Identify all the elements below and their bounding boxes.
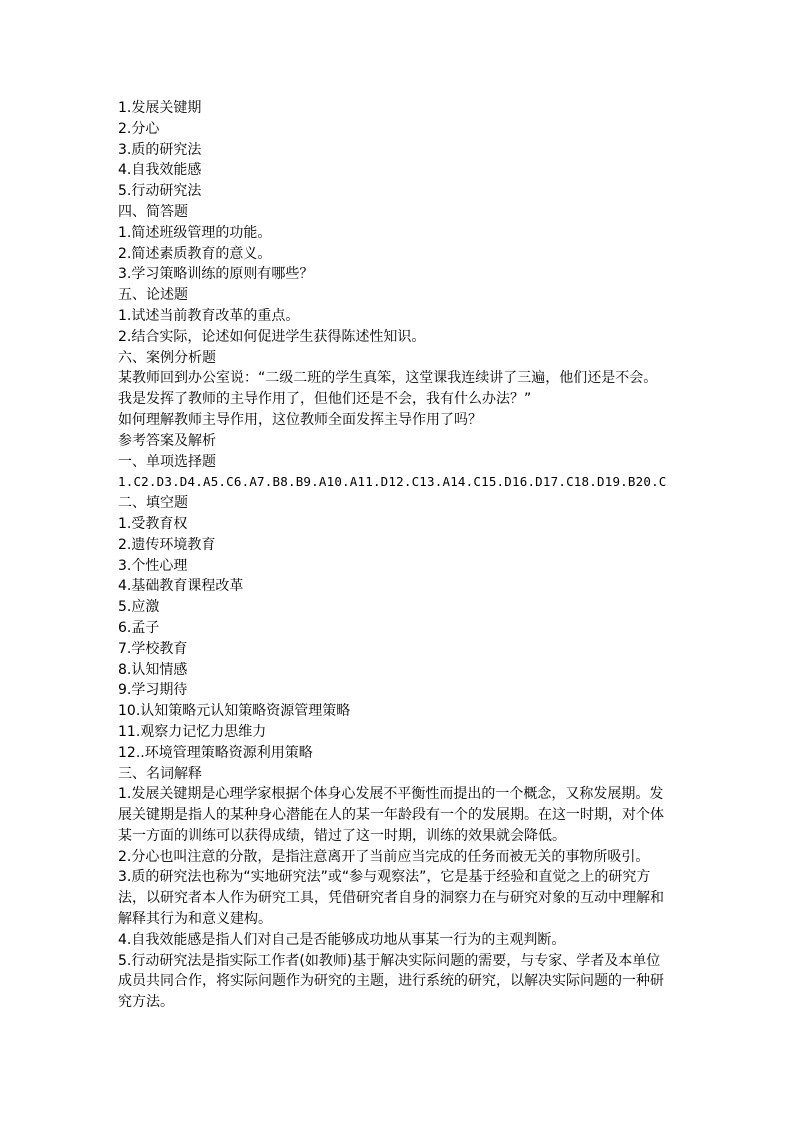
list-item	[118, 722, 688, 743]
list-item	[118, 327, 688, 348]
text-line: 六、案例分析题	[118, 349, 216, 366]
text-line: 1.受教育权	[118, 515, 188, 532]
text-line: 展关键期是指人的某种身心潜能在人的某一年龄段有一个的发展期。在这一时期，对个体	[118, 807, 664, 824]
list-item	[118, 597, 688, 618]
text-line: 法，以研究者本人作为研究工具，凭借研究者自身的洞察力在与研究对象的互动中理解和	[118, 890, 664, 907]
text-line: 解释其行为和意义建构。	[118, 911, 272, 928]
list-item	[118, 119, 688, 140]
text-line: 1.发展关键期	[118, 100, 202, 116]
text-line: 2.遗传环境教育	[118, 536, 216, 553]
paragraph	[118, 784, 688, 846]
list-item	[118, 660, 688, 681]
list-item	[118, 264, 688, 285]
list-item	[118, 680, 688, 701]
list-item	[118, 181, 688, 202]
list-item	[118, 140, 688, 161]
text-line: 3.个性心理	[118, 557, 188, 574]
text-line: 二、填空题	[118, 495, 188, 512]
section-heading	[118, 431, 688, 452]
text-line: 4.自我效能感	[118, 162, 202, 179]
paragraph	[118, 847, 688, 868]
text-line: 5.应激	[118, 599, 160, 616]
text-line: 2.结合实际，论述如何促进学生获得陈述性知识。	[118, 328, 426, 345]
text-line: 究方法。	[118, 994, 174, 1011]
section-heading	[118, 348, 688, 369]
text-line: 1.试述当前教育改革的重点。	[118, 307, 300, 324]
text-line: 3.质的研究法	[118, 141, 202, 158]
list-item	[118, 701, 688, 722]
list-item	[118, 743, 688, 764]
text-line: 4.自我效能感是指人们对自己是否能够成功地从事某一行为的主观判断。	[118, 931, 566, 948]
text-line: 5.行动研究法是指实际工作者(如教师)基于解决实际问题的需要，与专家、学者及本单位	[118, 952, 661, 969]
list-item	[118, 244, 688, 265]
text-line: 2.分心	[118, 120, 160, 137]
list-item	[118, 514, 688, 535]
paragraph	[118, 410, 688, 431]
text-line: 11.观察力记忆力思维力	[118, 723, 267, 740]
answer-key-line	[118, 472, 688, 493]
section-heading	[118, 493, 688, 514]
text-line: 三、名词解释	[118, 765, 202, 782]
list-item	[118, 535, 688, 556]
text-line: 8.认知情感	[118, 661, 188, 678]
text-line: 9.学习期待	[118, 682, 188, 699]
text-line: 一、单项选择题	[118, 453, 216, 470]
document-body	[118, 98, 688, 1013]
list-item	[118, 576, 688, 597]
text-line: 7.学校教育	[118, 640, 188, 657]
text-line: 四、简答题	[118, 203, 188, 220]
list-item	[118, 223, 688, 244]
section-heading	[118, 764, 688, 785]
list-item	[118, 160, 688, 181]
text-line: 如何理解教师主导作用，这位教师全面发挥主导作用了吗？	[118, 411, 482, 428]
list-item	[118, 98, 688, 119]
list-item	[118, 639, 688, 660]
text-line: 2.简述素质教育的意义。	[118, 245, 272, 262]
text-line: 10.认知策略元认知策略资源管理策略	[118, 703, 351, 720]
list-item	[118, 306, 688, 327]
text-line: 2.分心也叫注意的分散，是指注意离开了当前应当完成的任务而被无关的事物所吸引。	[118, 848, 650, 865]
text-line: 某一方面的训练可以获得成绩，错过了这一时期，训练的效果就会降低。	[118, 827, 566, 844]
text-line: 4.基础教育课程改革	[118, 578, 244, 595]
section-heading	[118, 202, 688, 223]
text-line: 某教师回到办公室说：“二级二班的学生真笨，这堂课我连续讲了三遍，他们还是不会。	[118, 370, 658, 387]
text-line: 3.学习策略训练的原则有哪些？	[118, 266, 314, 283]
paragraph	[118, 368, 688, 410]
list-item	[118, 556, 688, 577]
text-line: 1.发展关键期是心理学家根据个体身心发展不平衡性而提出的一个概念，又称发展期。发	[118, 786, 664, 803]
text-line: 3.质的研究法也称为“实地研究法”或“参与观察法”，它是基于经验和直觉之上的研究方	[118, 869, 651, 886]
paragraph	[118, 867, 688, 929]
section-heading	[118, 285, 688, 306]
text-line: 1.简述班级管理的功能。	[118, 224, 272, 241]
text-line: 12..环境管理策略资源利用策略	[118, 744, 313, 761]
paragraph	[118, 930, 688, 951]
section-heading	[118, 452, 688, 473]
text-line: 成员共同合作，将实际问题作为研究的主题，进行系统的研究，以解决实际问题的一种研	[118, 973, 664, 990]
list-item	[118, 618, 688, 639]
paragraph	[118, 951, 688, 1013]
text-line: 五、论述题	[118, 287, 188, 304]
text-line: 1.C2.D3.D4.A5.C6.A7.B8.B9.A10.A11.D12.C13.A14.C15.D16.D17.C18.D19.B20.C	[118, 474, 667, 490]
text-line: 5.行动研究法	[118, 183, 202, 200]
text-line: 参考答案及解析	[118, 432, 216, 449]
text-line: 我是发挥了教师的主导作用了，但他们还是不会，我有什么办法？”	[118, 391, 532, 408]
text-line: 6.孟子	[118, 619, 160, 636]
